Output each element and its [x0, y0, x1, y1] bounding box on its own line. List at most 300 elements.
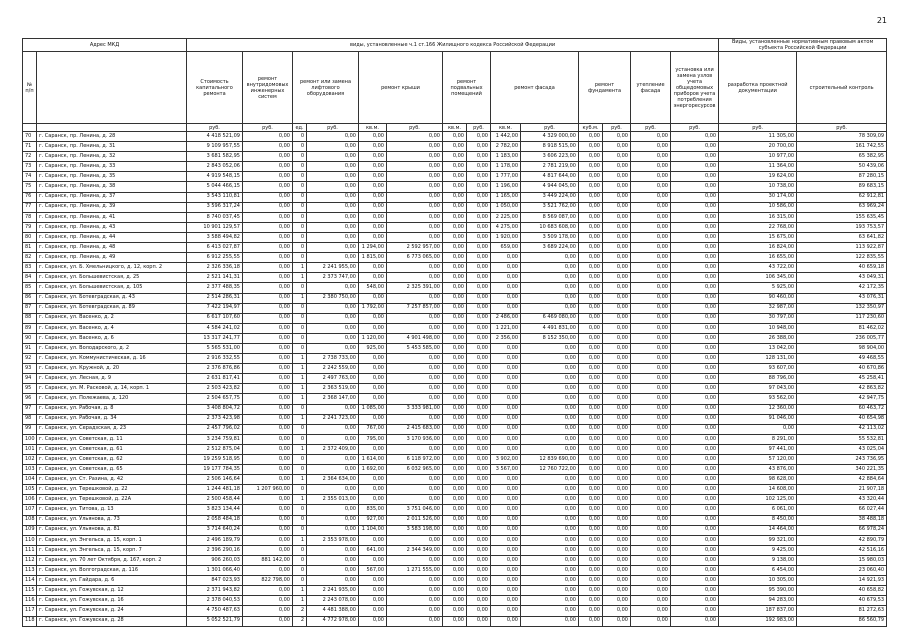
value-cell: 0,00: [603, 222, 631, 232]
value-cell: 4 491 831,00: [521, 323, 579, 333]
value-cell: 3 689 224,00: [521, 243, 579, 253]
value-cell: 0: [293, 192, 307, 202]
value-cell: 0,00: [443, 162, 467, 172]
value-cell: 0,00: [631, 313, 671, 323]
value-cell: 0,00: [467, 283, 491, 293]
value-cell: 2 353 978,00: [307, 535, 359, 545]
value-cell: 0,00: [359, 495, 387, 505]
value-cell: 0,00: [387, 606, 443, 616]
value-cell: 0,00: [671, 505, 719, 515]
address-cell: г. Саранск, ул. Б. Хмельницкого, д. 12, корп. 2: [37, 263, 187, 273]
value-cell: 3 170 936,00: [387, 434, 443, 444]
value-cell: 0: [293, 485, 307, 495]
value-cell: 2 506 146,64: [187, 475, 243, 485]
value-cell: 0,00: [359, 414, 387, 424]
value-cell: 0,00: [243, 263, 293, 273]
unit-cell: руб.: [521, 124, 579, 132]
value-cell: 1 221,00: [491, 323, 521, 333]
value-cell: 0,00: [467, 384, 491, 394]
value-cell: 0,00: [579, 566, 603, 576]
table-row: [23, 142, 887, 152]
value-cell: 0,00: [521, 515, 579, 525]
units-row: [23, 124, 887, 132]
value-cell: 0,00: [467, 455, 491, 465]
value-cell: 0,00: [443, 192, 467, 202]
row-number: 81: [23, 243, 37, 253]
value-cell: 0,00: [671, 475, 719, 485]
value-cell: 6 413 027,87: [187, 243, 243, 253]
row-number: 91: [23, 343, 37, 353]
value-cell: 6 617 107,60: [187, 313, 243, 323]
row-number: 96: [23, 394, 37, 404]
table-row: [23, 404, 887, 414]
value-cell: 8 152 350,00: [521, 333, 579, 343]
address-cell: г. Саранск, пр. Ленина, д. 38: [37, 182, 187, 192]
value-cell: 0,00: [243, 152, 293, 162]
value-cell: 0: [293, 465, 307, 475]
value-cell: 0,00: [603, 384, 631, 394]
value-cell: 66 978,24: [797, 525, 887, 535]
value-cell: 1: [293, 384, 307, 394]
table-row: [23, 263, 887, 273]
value-cell: 90 460,00: [719, 293, 797, 303]
table-row: [23, 333, 887, 343]
address-cell: г. Саранск, ул. Терешковой, д. 22А: [37, 495, 187, 505]
value-cell: 0,00: [243, 606, 293, 616]
value-cell: 236 005,77: [797, 333, 887, 343]
value-cell: 0,00: [443, 354, 467, 364]
address-cell: г. Саранск, пр. Ленина, д. 41: [37, 212, 187, 222]
table-row: [23, 303, 887, 313]
value-cell: 0,00: [631, 273, 671, 283]
value-cell: 0,00: [443, 515, 467, 525]
value-cell: 0,00: [603, 515, 631, 525]
value-cell: 0,00: [243, 384, 293, 394]
table-row: [23, 434, 887, 444]
row-number: 95: [23, 384, 37, 394]
value-cell: 0,00: [359, 182, 387, 192]
row-number: 101: [23, 444, 37, 454]
value-cell: 9 138,00: [719, 555, 797, 565]
value-cell: 0,00: [387, 485, 443, 495]
value-cell: 0,00: [443, 566, 467, 576]
address-cell: г. Саранск, ул. Васенко, д. 4: [37, 323, 187, 333]
value-cell: 2 415 683,00: [387, 424, 443, 434]
value-cell: 8 918 515,00: [521, 142, 579, 152]
value-cell: 0,00: [579, 455, 603, 465]
value-cell: 0,00: [443, 333, 467, 343]
value-cell: 0,00: [579, 576, 603, 586]
value-cell: 0,00: [491, 555, 521, 565]
value-cell: 0,00: [443, 232, 467, 242]
value-cell: 6 912 255,55: [187, 253, 243, 263]
value-cell: 2 011 526,00: [387, 515, 443, 525]
value-cell: 0,00: [243, 232, 293, 242]
value-cell: 0,00: [359, 485, 387, 495]
value-cell: 0,00: [671, 485, 719, 495]
value-cell: 0,00: [387, 596, 443, 606]
value-cell: 0,00: [671, 535, 719, 545]
value-cell: 0,00: [243, 374, 293, 384]
value-cell: 3 751 046,00: [387, 505, 443, 515]
value-cell: 0,00: [671, 313, 719, 323]
value-cell: 0,00: [467, 323, 491, 333]
value-cell: 0,00: [387, 132, 443, 142]
value-cell: 0,00: [387, 172, 443, 182]
value-cell: 1: [293, 354, 307, 364]
table-row: [23, 535, 887, 545]
value-cell: 0,00: [631, 172, 671, 182]
value-cell: 0,00: [579, 596, 603, 606]
value-cell: 548,00: [359, 283, 387, 293]
value-cell: 2 500 458,44: [187, 495, 243, 505]
row-number: 75: [23, 182, 37, 192]
value-cell: 0,00: [387, 152, 443, 162]
value-cell: 0,00: [243, 354, 293, 364]
value-cell: 1 777,00: [491, 172, 521, 182]
row-number: 110: [23, 535, 37, 545]
value-cell: 2 380 750,00: [307, 293, 359, 303]
value-cell: 42 890,79: [797, 535, 887, 545]
row-number: 103: [23, 465, 37, 475]
value-cell: 0,00: [603, 465, 631, 475]
address-cell: г. Саранск, ул. Рабочая, д. 34: [37, 414, 187, 424]
value-cell: 6 773 065,00: [387, 253, 443, 263]
row-number: 112: [23, 555, 37, 565]
value-cell: 89 683,15: [797, 182, 887, 192]
value-cell: 49 468,55: [797, 354, 887, 364]
value-cell: 0,00: [491, 414, 521, 424]
value-cell: 0,00: [491, 576, 521, 586]
value-cell: 0,00: [603, 152, 631, 162]
value-cell: 0,00: [579, 606, 603, 616]
value-cell: 102 125,00: [719, 495, 797, 505]
value-cell: 0,00: [671, 414, 719, 424]
value-cell: 0,00: [467, 515, 491, 525]
value-cell: 0,00: [671, 455, 719, 465]
table-row: [23, 343, 887, 353]
value-cell: 0,00: [467, 414, 491, 424]
value-cell: 0,00: [307, 283, 359, 293]
capital-repair-table: [22, 38, 887, 627]
value-cell: 0,00: [491, 495, 521, 505]
value-cell: 0,00: [671, 424, 719, 434]
value-cell: 11 364,00: [719, 162, 797, 172]
value-cell: 567,00: [359, 566, 387, 576]
value-cell: 0: [293, 222, 307, 232]
value-cell: 2 916 332,55: [187, 354, 243, 364]
value-cell: 4 817 644,00: [521, 172, 579, 182]
value-cell: 0,00: [467, 192, 491, 202]
value-cell: 0,00: [521, 354, 579, 364]
value-cell: 1 085,00: [359, 404, 387, 414]
value-cell: 0,00: [579, 555, 603, 565]
value-cell: 21 907,18: [797, 485, 887, 495]
table-row: [23, 202, 887, 212]
value-cell: 7 257 857,00: [387, 303, 443, 313]
value-cell: 0,00: [243, 424, 293, 434]
value-cell: 187 837,00: [719, 606, 797, 616]
value-cell: 0,00: [307, 323, 359, 333]
row-number: 116: [23, 596, 37, 606]
value-cell: 4 901 498,00: [387, 333, 443, 343]
value-cell: 0,00: [579, 313, 603, 323]
value-cell: 0,00: [359, 172, 387, 182]
value-cell: 16 315,00: [719, 212, 797, 222]
value-cell: 0,00: [521, 616, 579, 626]
table-row: [23, 444, 887, 454]
value-cell: 3 234 759,81: [187, 434, 243, 444]
value-cell: 0,00: [359, 354, 387, 364]
value-cell: 63 641,82: [797, 232, 887, 242]
value-cell: 0,00: [603, 182, 631, 192]
value-cell: 81 272,63: [797, 606, 887, 616]
address-cell: г. Саранск, ул. Васенко, д. 2: [37, 313, 187, 323]
value-cell: 50 439,06: [797, 162, 887, 172]
value-cell: 2 225,00: [491, 212, 521, 222]
address-cell: г. Саранск, ул. Волгоградская, д. 116: [37, 566, 187, 576]
value-cell: 0,00: [631, 323, 671, 333]
value-cell: 0,00: [387, 374, 443, 384]
value-cell: 60 463,72: [797, 404, 887, 414]
value-cell: 0,00: [307, 182, 359, 192]
value-cell: 0,00: [443, 243, 467, 253]
value-cell: 81 462,02: [797, 323, 887, 333]
table-row: [23, 495, 887, 505]
value-cell: 0,00: [307, 434, 359, 444]
table-row: [23, 596, 887, 606]
value-cell: 0,00: [521, 495, 579, 505]
value-cell: 0,00: [359, 616, 387, 626]
value-cell: 2 241 955,00: [307, 263, 359, 273]
value-cell: 0,00: [243, 455, 293, 465]
value-cell: 0,00: [631, 465, 671, 475]
value-cell: 0,00: [603, 505, 631, 515]
value-cell: 0,00: [631, 495, 671, 505]
value-cell: 0,00: [603, 202, 631, 212]
value-cell: 0,00: [671, 616, 719, 626]
value-cell: 0,00: [521, 384, 579, 394]
value-cell: 0,00: [243, 293, 293, 303]
value-cell: 0,00: [521, 283, 579, 293]
value-cell: 0,00: [359, 293, 387, 303]
row-number: 93: [23, 364, 37, 374]
value-cell: 0,00: [631, 132, 671, 142]
value-cell: 0,00: [521, 505, 579, 515]
group-zhk-header: виды, установленные ч.1 ст.166 Жилищного кодекса Российской Федерации: [187, 39, 719, 52]
row-number: 70: [23, 132, 37, 142]
foundation-header: ремонт фундамента: [579, 52, 631, 124]
value-cell: 0: [293, 283, 307, 293]
value-cell: 0,00: [671, 192, 719, 202]
row-number: 104: [23, 475, 37, 485]
value-cell: 5 453 585,00: [387, 343, 443, 353]
value-cell: 40 670,86: [797, 364, 887, 374]
value-cell: 0,00: [467, 404, 491, 414]
value-cell: 0,00: [671, 142, 719, 152]
row-number: 79: [23, 222, 37, 232]
value-cell: 3 596 317,24: [187, 202, 243, 212]
value-cell: 0,00: [671, 283, 719, 293]
value-cell: 0,00: [631, 606, 671, 616]
value-cell: 0,00: [307, 192, 359, 202]
value-cell: 2 058 484,18: [187, 515, 243, 525]
value-cell: 0,00: [603, 303, 631, 313]
value-cell: 0,00: [579, 142, 603, 152]
value-cell: 3 567,00: [491, 465, 521, 475]
value-cell: 0,00: [521, 424, 579, 434]
table-row: [23, 505, 887, 515]
value-cell: 132 350,97: [797, 303, 887, 313]
value-cell: 0,00: [443, 576, 467, 586]
value-cell: 1 050,00: [491, 202, 521, 212]
value-cell: 0,00: [521, 343, 579, 353]
value-cell: 4 329 000,00: [521, 132, 579, 142]
value-cell: 193 753,57: [797, 222, 887, 232]
value-cell: 2 241 723,00: [307, 414, 359, 424]
value-cell: 0,00: [603, 444, 631, 454]
value-cell: 0,00: [671, 586, 719, 596]
value-cell: 0,00: [307, 243, 359, 253]
value-cell: 0,00: [521, 434, 579, 444]
value-cell: 1 920,00: [491, 232, 521, 242]
value-cell: 98 628,00: [719, 475, 797, 485]
value-cell: 0,00: [359, 132, 387, 142]
value-cell: 0,00: [671, 555, 719, 565]
address-cell: г. Саранск, ул. Энгельса, д. 15, корп. 1: [37, 535, 187, 545]
value-cell: 93 607,00: [719, 364, 797, 374]
value-cell: 0,00: [443, 606, 467, 616]
value-cell: 5 052 521,79: [187, 616, 243, 626]
value-cell: 0,00: [359, 444, 387, 454]
value-cell: 0: [293, 313, 307, 323]
value-cell: 0,00: [491, 253, 521, 263]
value-cell: 4 919 548,15: [187, 172, 243, 182]
value-cell: 2: [293, 606, 307, 616]
value-cell: 0,00: [387, 576, 443, 586]
value-cell: 0,00: [603, 313, 631, 323]
elevator-header: ремонт или замена лифтового оборудования: [293, 52, 359, 124]
value-cell: 2 504 657,75: [187, 394, 243, 404]
value-cell: 0,00: [467, 424, 491, 434]
value-cell: 0,00: [579, 333, 603, 343]
value-cell: 0,00: [631, 142, 671, 152]
value-cell: 2 514 286,31: [187, 293, 243, 303]
value-cell: 0,00: [387, 364, 443, 374]
value-cell: 0,00: [631, 596, 671, 606]
table-row: [23, 364, 887, 374]
value-cell: 0,00: [443, 222, 467, 232]
table-row: [23, 485, 887, 495]
value-cell: 42 172,35: [797, 283, 887, 293]
value-cell: 0,00: [631, 424, 671, 434]
value-cell: 0,00: [443, 384, 467, 394]
table-row: [23, 374, 887, 384]
value-cell: 2 364 634,00: [307, 475, 359, 485]
value-cell: 0,00: [243, 596, 293, 606]
value-cell: 0,00: [671, 566, 719, 576]
table-row: [23, 132, 887, 142]
value-cell: 4 481 388,00: [307, 606, 359, 616]
value-cell: 0,00: [387, 142, 443, 152]
value-cell: 0,00: [579, 172, 603, 182]
value-cell: 30 797,00: [719, 313, 797, 323]
value-cell: 86 560,79: [797, 616, 887, 626]
value-cell: 78 309,09: [797, 132, 887, 142]
row-number: 97: [23, 404, 37, 414]
value-cell: 0,00: [579, 465, 603, 475]
value-cell: 22 768,00: [719, 222, 797, 232]
table-row: [23, 182, 887, 192]
address-cell: г. Саранск, ул. Гожувская, д. 16: [37, 596, 187, 606]
value-cell: 0,00: [579, 132, 603, 142]
value-cell: 0,00: [603, 333, 631, 343]
value-cell: 55 532,81: [797, 434, 887, 444]
row-number: 88: [23, 313, 37, 323]
value-cell: 0,00: [443, 172, 467, 182]
value-cell: 0,00: [307, 515, 359, 525]
unit-cell: руб.: [603, 124, 631, 132]
value-cell: 88 796,00: [719, 374, 797, 384]
value-cell: 2: [293, 616, 307, 626]
value-cell: 0,00: [603, 142, 631, 152]
value-cell: 0,00: [603, 253, 631, 263]
value-cell: 0,00: [579, 323, 603, 333]
value-cell: 0,00: [467, 172, 491, 182]
value-cell: 0,00: [521, 263, 579, 273]
table-row: [23, 414, 887, 424]
value-cell: 0,00: [307, 424, 359, 434]
value-cell: 0,00: [443, 586, 467, 596]
value-cell: 0,00: [307, 232, 359, 242]
unit-cell: ед.: [293, 124, 307, 132]
value-cell: 0,00: [491, 404, 521, 414]
table-row: [23, 465, 887, 475]
value-cell: 1: [293, 364, 307, 374]
value-cell: 2 592 957,00: [387, 243, 443, 253]
value-cell: 5 044 466,15: [187, 182, 243, 192]
value-cell: 1: [293, 263, 307, 273]
value-cell: 0,00: [671, 465, 719, 475]
value-cell: 0,00: [359, 596, 387, 606]
value-cell: 0,00: [243, 343, 293, 353]
value-cell: 0,00: [671, 202, 719, 212]
address-cell: г. Саранск, ул. Советская, д. 61: [37, 444, 187, 454]
value-cell: 3 681 582,95: [187, 152, 243, 162]
value-cell: 1 294,00: [359, 243, 387, 253]
value-cell: 0,00: [603, 485, 631, 495]
table-row: [23, 525, 887, 535]
row-number: 82: [23, 253, 37, 263]
value-cell: 0,00: [671, 303, 719, 313]
value-cell: 0,00: [631, 535, 671, 545]
value-cell: 8 569 087,00: [521, 212, 579, 222]
value-cell: 0,00: [387, 384, 443, 394]
value-cell: 0,00: [631, 263, 671, 273]
table-row: [23, 162, 887, 172]
value-cell: 0,00: [631, 566, 671, 576]
value-cell: 0,00: [491, 444, 521, 454]
value-cell: 0,00: [671, 576, 719, 586]
value-cell: 6 118 972,00: [387, 455, 443, 465]
value-cell: 795,00: [359, 434, 387, 444]
value-cell: 0,00: [671, 404, 719, 414]
value-cell: 0,00: [579, 616, 603, 626]
value-cell: 0: [293, 555, 307, 565]
value-cell: 6 454,00: [719, 566, 797, 576]
value-cell: 0,00: [521, 576, 579, 586]
value-cell: 99 321,00: [719, 535, 797, 545]
